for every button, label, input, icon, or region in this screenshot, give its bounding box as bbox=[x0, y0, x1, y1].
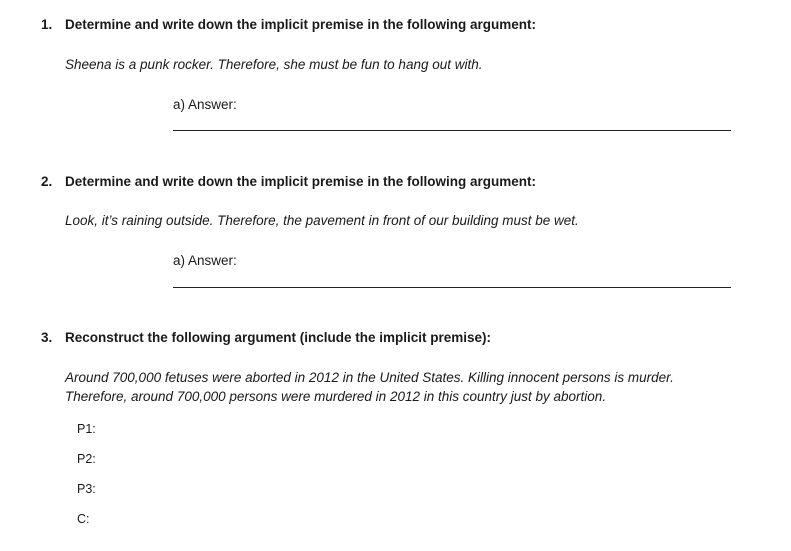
premise-p1-label: P1: bbox=[77, 422, 96, 436]
conclusion-label: C: bbox=[77, 512, 90, 526]
question-1-argument: Sheena is a punk rocker. Therefore, she must be fun to hang out with. bbox=[65, 57, 483, 72]
premise-p3-label: P3: bbox=[77, 482, 96, 496]
question-1-answer-label: a) Answer: bbox=[173, 97, 237, 112]
question-2-prompt: Determine and write down the implicit premise in the following argument: bbox=[65, 174, 537, 189]
question-2-number: 2. bbox=[41, 174, 53, 189]
question-3-argument-line-1: Around 700,000 fetuses were aborted in 2012 in the United States. Killing innocent persons is murder. bbox=[65, 370, 674, 385]
question-1-answer-line[interactable] bbox=[173, 130, 731, 131]
premise-p2-label: P2: bbox=[77, 452, 96, 466]
question-1-prompt: Determine and write down the implicit premise in the following argument: bbox=[65, 17, 537, 32]
question-3-prompt: Reconstruct the following argument (include the implicit premise): bbox=[65, 330, 492, 345]
question-3-argument-line-2: Therefore, around 700,000 persons were murdered in 2012 in this country just by abortion. bbox=[65, 389, 607, 404]
question-2-answer-label: a) Answer: bbox=[173, 253, 237, 268]
question-2-answer-line[interactable] bbox=[173, 287, 731, 288]
question-1-number: 1. bbox=[41, 17, 53, 32]
question-3-number: 3. bbox=[41, 330, 53, 345]
question-2-argument: Look, it’s raining outside. Therefore, the pavement in front of our building must be wet. bbox=[65, 213, 579, 228]
